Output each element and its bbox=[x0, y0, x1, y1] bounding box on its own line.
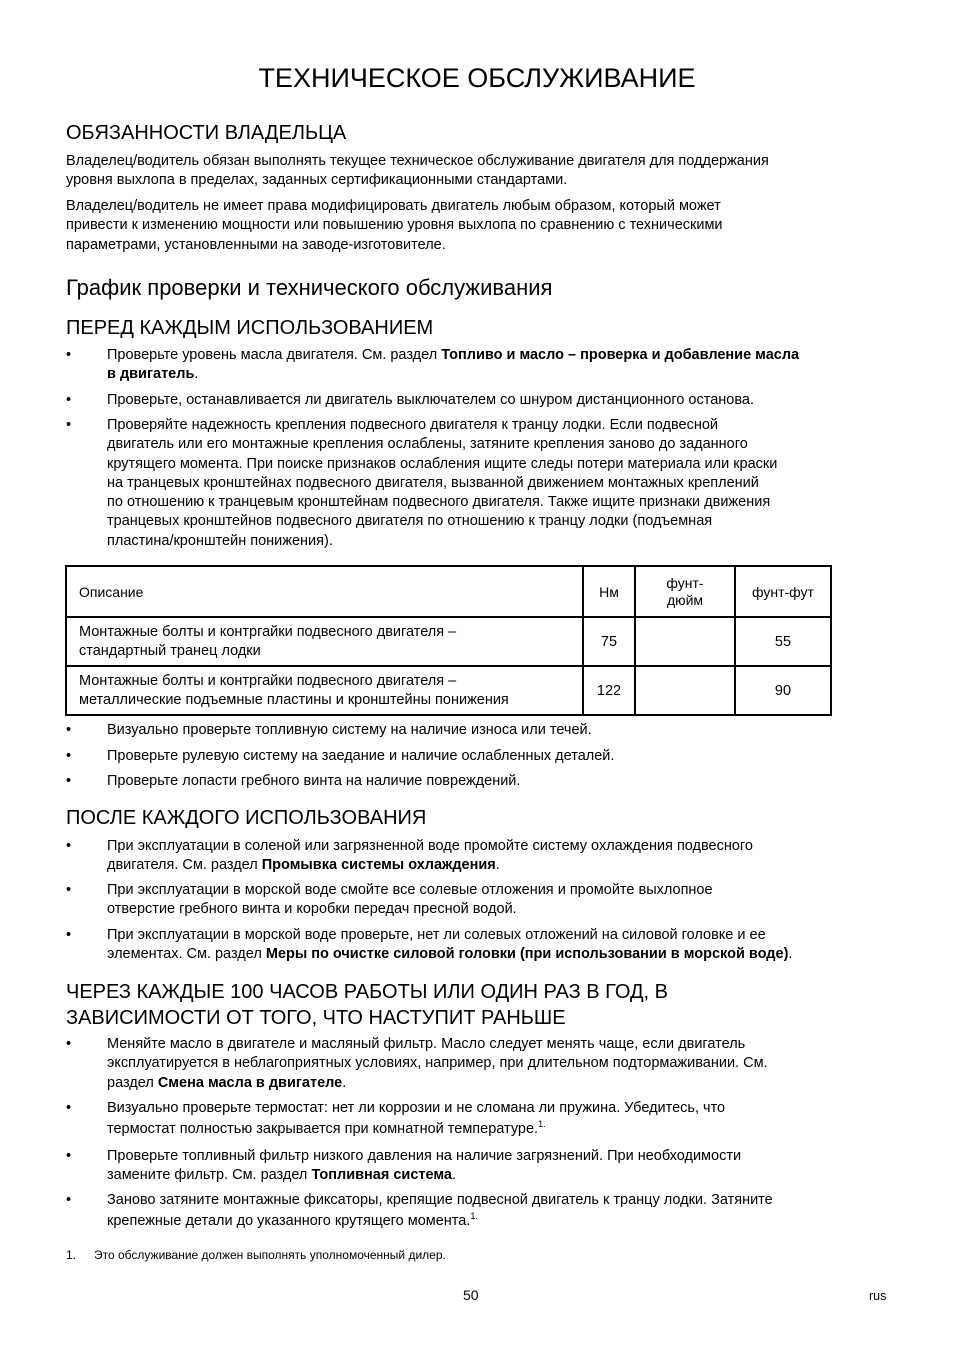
torque-table bbox=[65, 565, 832, 716]
table-row bbox=[66, 617, 831, 666]
schedule-heading: График проверки и технического обслуживания bbox=[66, 275, 553, 300]
bullet: • bbox=[66, 722, 72, 738]
list-item-text: Визуально проверьте топливную систему на наличие износа или течей. bbox=[107, 722, 592, 738]
table-header-row bbox=[66, 566, 831, 617]
bullet: • bbox=[66, 1036, 72, 1052]
owner-paragraph-2 bbox=[66, 197, 856, 255]
list-item-text: Проверьте уровень масла двигателя. См. раздел Топливо и масло – проверка и добавление масла в двигатель. bbox=[107, 347, 800, 383]
footnote-number: 1. bbox=[66, 1248, 77, 1262]
owner-paragraph-1 bbox=[66, 152, 856, 191]
language-code: rus bbox=[869, 1289, 887, 1303]
bullet: • bbox=[66, 838, 72, 854]
list-item-text: Проверьте рулевую систему на заедание и наличие ослабленных деталей. bbox=[107, 748, 615, 764]
list-item-text: Заново затяните монтажные фиксаторы, крепящие подвесной двигатель к транцу лодки. Затяните крепежные детали до указанного крутящего момента.$^{1.}$ bbox=[107, 1192, 773, 1230]
text-line: Владелец/водитель обязан выполнять текущее техническое обслуживание двигателя для поддержания bbox=[66, 153, 769, 169]
list-item-text: При эксплуатации в морской воде проверьте, нет ли солевых отложений на силовой головке и ее элементах. См. раздел Меры по очистке силовой головки (при использовании в морской воде). bbox=[107, 927, 793, 963]
hundred-hours-heading: ЧЕРЕЗ КАЖДЫЕ 100 ЧАСОВ РАБОТЫ ИЛИ ОДИН РАЗ В ГОД, В ЗАВИСИМОСТИ ОТ ТОГО, ЧТО НАСТУПИТ РАНЬШЕ bbox=[66, 981, 668, 1029]
table-cell-nm: 122 bbox=[583, 666, 635, 715]
before-heading: ПЕРЕД КАЖДЫМ ИСПОЛЬЗОВАНИЕМ bbox=[66, 317, 434, 339]
page-number: 50 bbox=[463, 1287, 479, 1303]
bullet: • bbox=[66, 1148, 72, 1164]
list-item-text: Проверьте топливный фильтр низкого давления на наличие загрязнений. При необходимости замените фильтр. См. раздел Топливная система. bbox=[107, 1148, 742, 1184]
bullet: • bbox=[66, 1192, 72, 1208]
text-line: параметрами, установленными на заводе-изготовителе. bbox=[66, 236, 446, 253]
list-item-text: Проверяйте надежность крепления подвесного двигателя к транцу лодки. Если подвесной двигатель или его монтажные крепления ослаблены, затяните крепления заново до заданного крутящего момента. При поиске признаков ослабления ищите следы потери материала или краски на транцевых кронштейнах подвесного двигателя, вызванной движением монтажных креплений по отношению к транцевым кронштейнам подвесного двигателя. Также ищите признаки движения транцевых кронштейнов подвесного двигателя по отношению к транцу лодки (подъемная пластина/кронштейн понижения). bbox=[107, 417, 778, 549]
section-reference: Топливная система bbox=[311, 1167, 452, 1184]
list-item-text: Меняйте масло в двигателе и масляный фильтр. Масло следует менять чаще, если двигатель эксплуатируется в неблагоприятных условиях, например, при длительном подтормаживании. См. раздел Смена масла в двигателе. bbox=[107, 1036, 768, 1091]
list-item-text: Проверьте, останавливается ли двигатель выключателем со шнуром дистанционного останова. bbox=[107, 392, 754, 408]
column-header-lbin: фунт- дюйм bbox=[635, 566, 735, 617]
section-reference: Топливо и масло – проверка и добавление масла bbox=[441, 347, 800, 363]
footnote-text: Это обслуживание должен выполнять уполномоченный дилер. bbox=[94, 1248, 446, 1262]
bullet: • bbox=[66, 347, 72, 363]
text-line: уровня выхлопа в пределах, заданных сертификационными стандартами. bbox=[66, 172, 568, 189]
text-line: привести к изменению мощности или повышению уровня выхлопа по сравнению с техническими bbox=[66, 217, 723, 234]
table-cell-description: Монтажные болты и контргайки подвесного двигателя – стандартный транец лодки bbox=[66, 617, 583, 666]
bullet: • bbox=[66, 773, 72, 789]
owner-heading: ОБЯЗАННОСТИ ВЛАДЕЛЬЦА bbox=[66, 122, 347, 144]
after-heading: ПОСЛЕ КАЖДОГО ИСПОЛЬЗОВАНИЯ bbox=[66, 807, 427, 829]
list-item-text: Проверьте лопасти гребного винта на наличие повреждений. bbox=[107, 773, 521, 789]
table-cell-description: Монтажные болты и контргайки подвесного двигателя – металлические подъемные пластины и кронштейны понижения bbox=[66, 666, 583, 715]
bullet: • bbox=[66, 417, 72, 433]
footnote-marker: 1. bbox=[470, 1211, 478, 1222]
page-title: ТЕХНИЧЕСКОЕ ОБСЛУЖИВАНИЕ bbox=[258, 63, 696, 93]
section-reference: Промывка системы охлаждения bbox=[261, 857, 496, 874]
table-cell-lbin bbox=[635, 666, 735, 715]
bullet: • bbox=[66, 748, 72, 764]
section-reference: Меры по очистке силовой головки (при использовании в морской воде) bbox=[265, 946, 789, 963]
bullet: • bbox=[66, 927, 72, 943]
list-item-text: Визуально проверьте термостат: нет ли коррозии и не сломана ли пружина. Убедитесь, что термостат полностью закрывается при комнатной температуре.$^{1.}$ bbox=[107, 1100, 726, 1138]
footnote-marker: 1. bbox=[538, 1119, 546, 1130]
section-reference: Смена масла в двигателе bbox=[157, 1074, 343, 1091]
column-header-nm: Нм bbox=[583, 566, 635, 617]
section-reference: в двигатель bbox=[107, 366, 195, 383]
column-header-description: Описание bbox=[66, 566, 583, 617]
table-cell-lbft: 55 bbox=[735, 617, 831, 666]
text-line: Владелец/водитель не имеет права модифицировать двигатель любым образом, который может bbox=[66, 198, 721, 214]
table-cell-lbft: 90 bbox=[735, 666, 831, 715]
bullet: • bbox=[66, 392, 72, 408]
bullet: • bbox=[66, 882, 72, 898]
list-item-text: При эксплуатации в морской воде смойте все солевые отложения и промойте выхлопное отверстие гребного винта и коробки передач пресной водой. bbox=[107, 882, 713, 918]
bullet: • bbox=[66, 1100, 72, 1116]
list-item-text: При эксплуатации в соленой или загрязненной воде промойте систему охлаждения подвесного двигателя. См. раздел Промывка системы охлаждения. bbox=[107, 838, 753, 874]
table-cell-nm: 75 bbox=[583, 617, 635, 666]
table-cell-lbin bbox=[635, 617, 735, 666]
table-row bbox=[66, 666, 831, 715]
footnote bbox=[66, 1247, 446, 1263]
column-header-lbft: фунт-фут bbox=[735, 566, 831, 617]
